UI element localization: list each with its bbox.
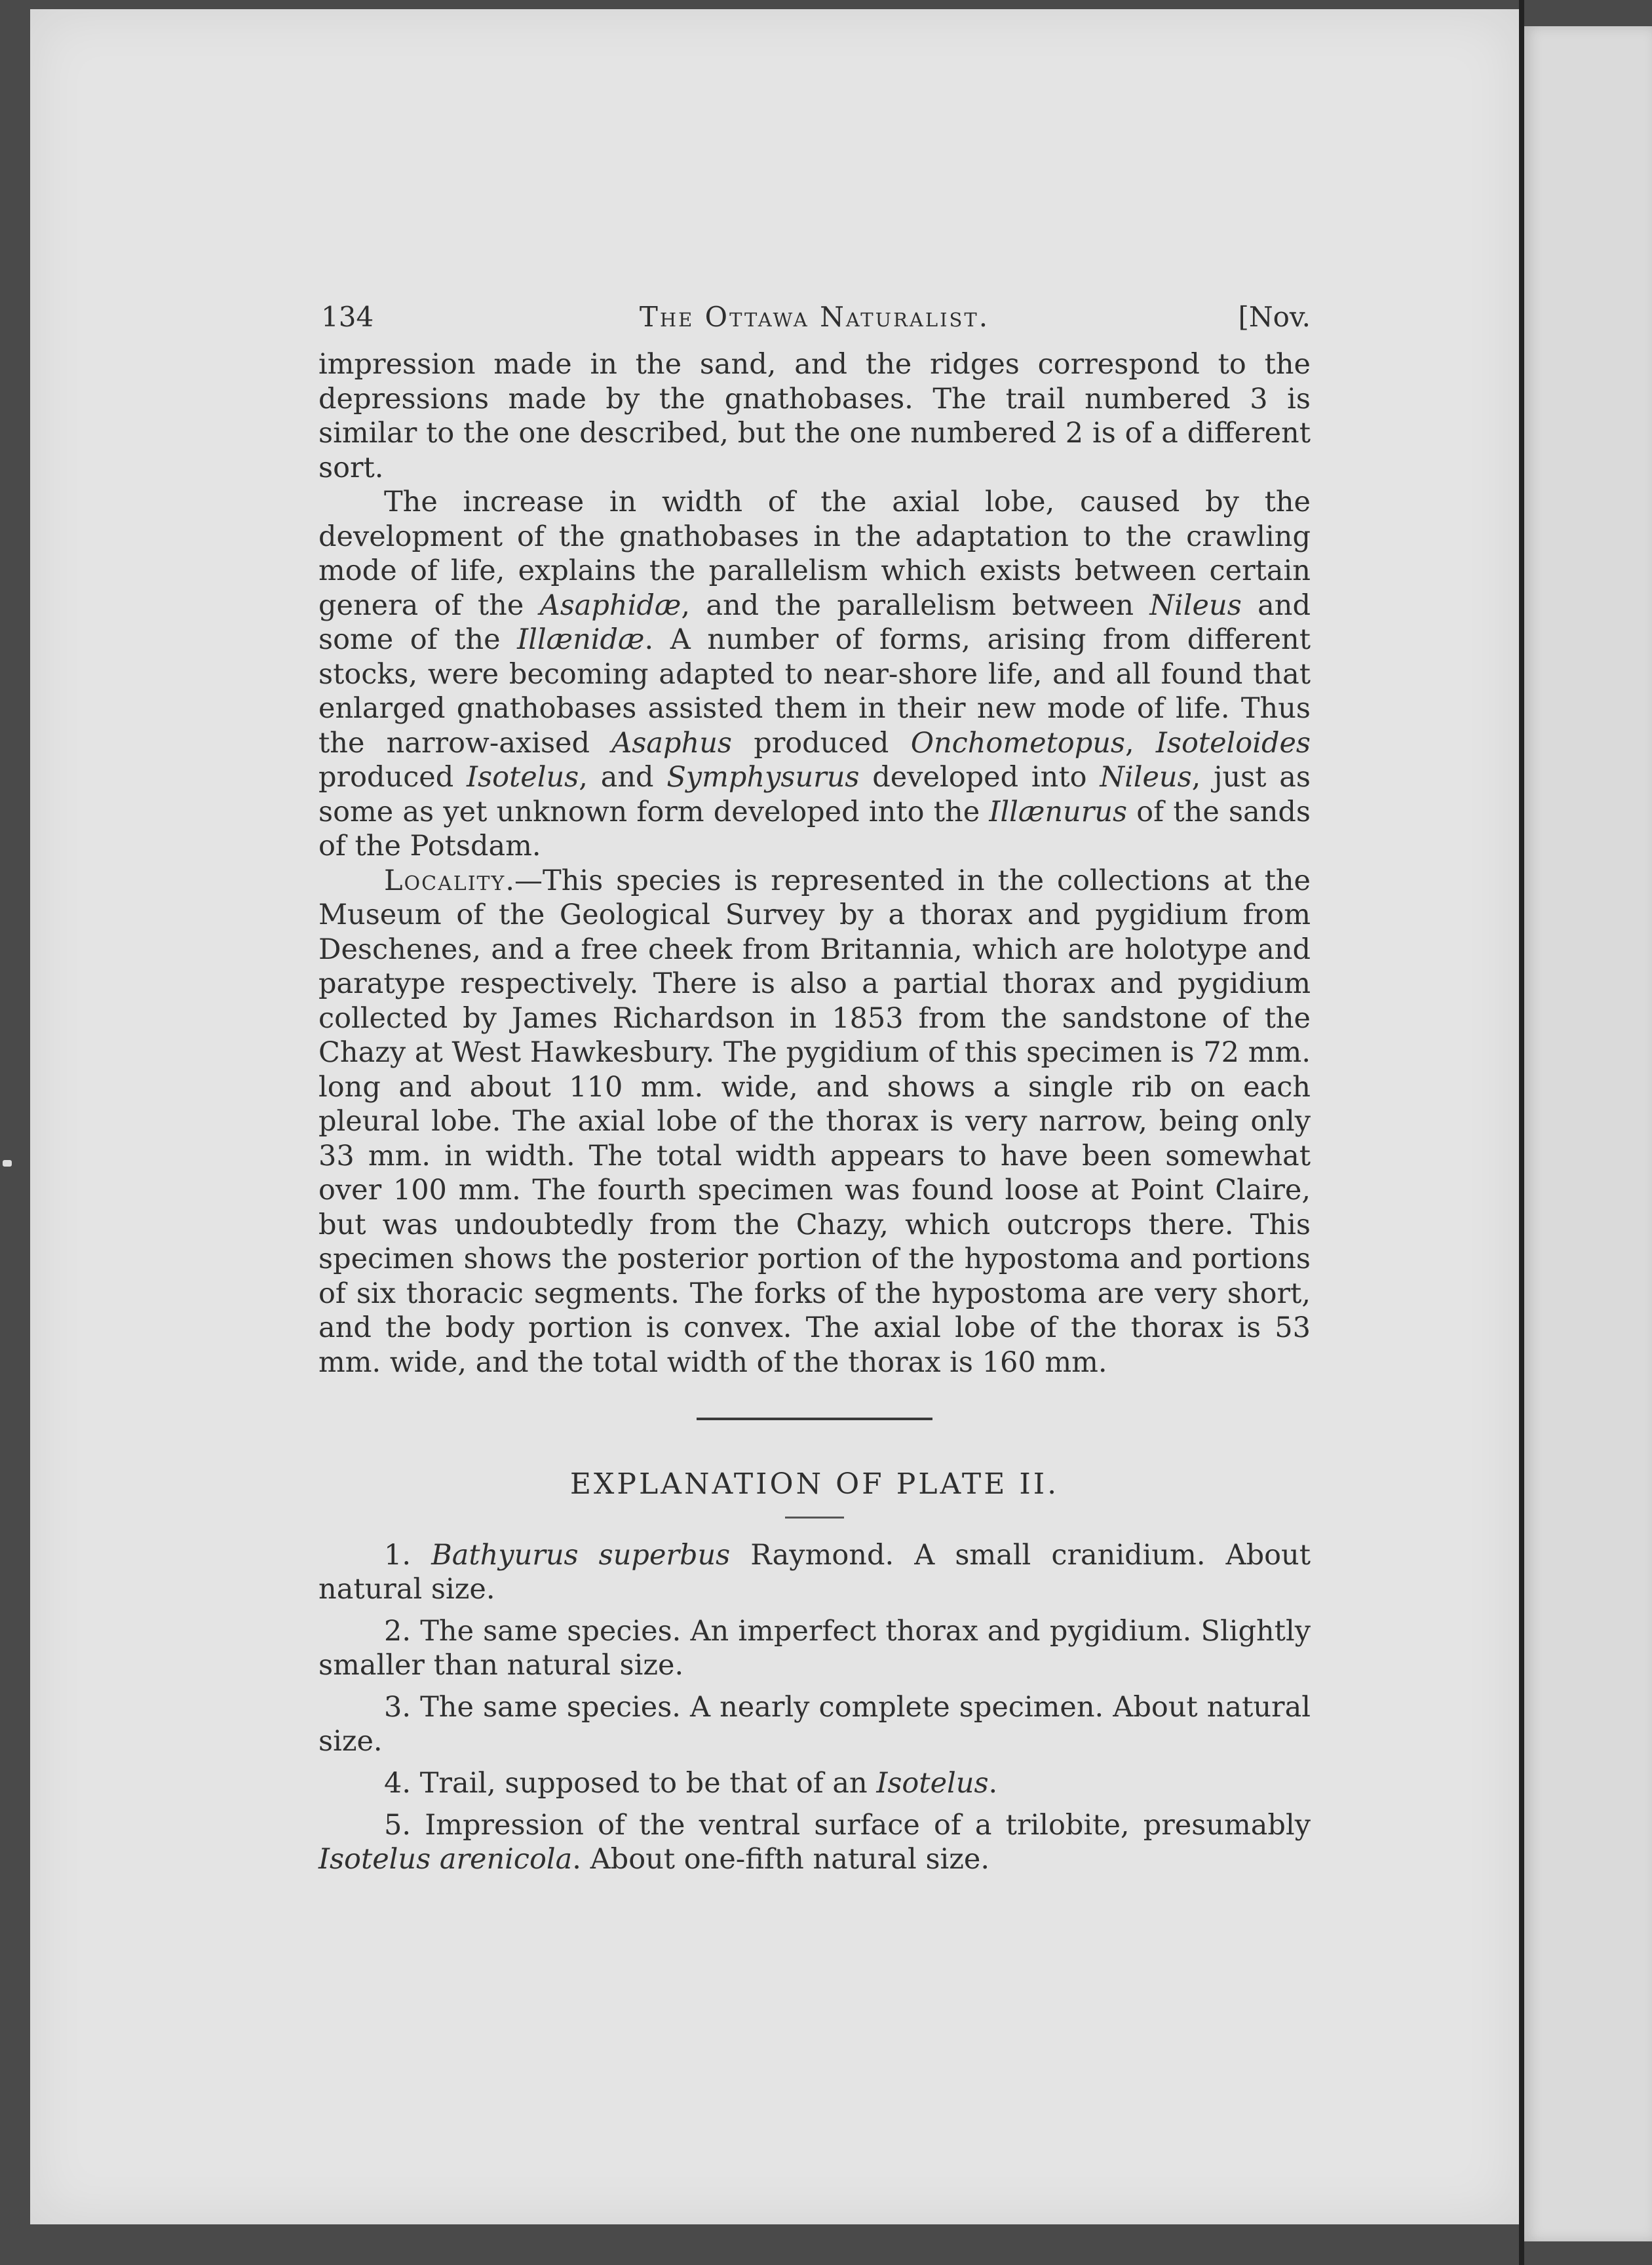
taxon-name: Isotelus arenicola (318, 1843, 573, 1876)
item-text: The same species. A nearly complete specimen. About natural size. (318, 1691, 1311, 1758)
paragraph-continuation: impression made in the sand, and the ridges correspond to the depressions made by the gnathobases. The trail numbered 3 is similar to the one described, but the one numbered 2 is of a different sort. (318, 348, 1311, 484)
item-number: 3. (384, 1691, 421, 1724)
item-number: 1. (384, 1539, 432, 1572)
text-run: , (1124, 726, 1156, 760)
paragraph-axial-lobe (318, 485, 1311, 864)
item-text: The same species. An imperfect thorax and pygidium. Slightly smaller than natural size. (318, 1615, 1311, 1682)
item-text: Raymond. A small cranidium. About natural size. (318, 1539, 1311, 1606)
item-number: 5. (384, 1809, 425, 1842)
page-number: 134 (321, 301, 374, 333)
text-run: , and the parallelism between (681, 589, 1150, 622)
item-number: 2. (384, 1615, 421, 1648)
item-text: . About one-fifth natural size. (572, 1843, 990, 1876)
heading-underline (785, 1517, 844, 1519)
item-text: Trail, supposed to be that of an (419, 1767, 877, 1800)
text-run: , just as some as yet unknown form developed into the (318, 761, 1311, 828)
text-run: produced (731, 726, 911, 760)
taxon-name: Asaphus (611, 726, 732, 760)
scan-artifact (3, 1160, 12, 1167)
running-head (318, 298, 1311, 337)
book-page (30, 9, 1519, 2224)
taxon-name: Illænurus (989, 795, 1128, 828)
item-text: . (988, 1767, 998, 1800)
locality-text: .—This species is represented in the collections at the Museum of the Geological Survey by a thorax and pygidium from Deschenes, and a free cheek from Britannia, which are holotype and paratype respectively. There is also a partial thorax and pygidium collected by James Richardson in 1853 from the sandstone of the Chazy at West Hawkesbury. The pygidium of this specimen is 72 mm. long and about 110 mm. wide, and shows a single rib on each pleural lobe. The axial lobe of the thorax is very narrow, being only 33 mm. in width. The total width appears to have been somewhat over 100 mm. The fourth specimen was found loose at Point Claire, but was undoubtedly from the Chazy, which outcrops there. This specimen shows the posterior portion of the hypostoma and portions of six thoracic segments. The forks of the hypostoma are very short, and the body portion is convex. The axial lobe of the thorax is 53 mm. wide, and the total width of the thorax is 160 mm. (318, 864, 1311, 1379)
taxon-name: Onchometopus (910, 726, 1125, 760)
taxon-name: Symphysurus (666, 761, 860, 794)
locality-label: Locality (384, 864, 506, 897)
plate-item (318, 1614, 1311, 1682)
text-run: The increase in width of the axial lobe, caused by the development of the gnathobases in the adaptation to the crawling mode of life, explains the parallelism which exists between certain genera of the (318, 486, 1311, 622)
section-divider (697, 1418, 932, 1420)
plate-item (318, 1808, 1311, 1876)
plate-explanation-list (318, 1538, 1311, 1876)
taxon-name: Illænidæ (517, 623, 645, 656)
journal-title: The Ottawa Naturalist. (639, 301, 990, 333)
taxon-name: Isotelus (467, 761, 579, 794)
plate-item (318, 1690, 1311, 1758)
book-gutter (1519, 0, 1524, 2265)
item-text: Impression of the ventral surface of a trilobite, presumably (425, 1809, 1311, 1842)
taxon-name: Nileus (1149, 589, 1242, 622)
issue-month: [Nov. (1238, 301, 1311, 333)
taxon-name: Nileus (1100, 761, 1192, 794)
article-body (318, 347, 1311, 1380)
paragraph-locality (318, 864, 1311, 1380)
taxon-name: Bathyurus superbus (431, 1539, 731, 1572)
taxon-name: Asaphidæ (539, 589, 682, 622)
plate-item (318, 1766, 1311, 1800)
text-run: . A number of forms, arising from different stocks, were becoming adapted to near-shore life, and all found that enlarged gnathobases assisted them in their new mode of life. Thus the narrow-axised (318, 623, 1311, 760)
plate-item (318, 1538, 1311, 1606)
plate-heading: EXPLANATION OF PLATE II. (569, 1467, 1060, 1501)
text-run: produced (318, 761, 467, 794)
text-run: of the sands of the Potsdam. (318, 795, 1311, 862)
taxon-name: Isoteloides (1155, 726, 1311, 760)
adjacent-page-edge (1524, 26, 1652, 2241)
text-run: developed into (859, 761, 1100, 794)
taxon-name: Isotelus (876, 1767, 989, 1800)
text-run: , and (579, 761, 667, 794)
page-content (318, 298, 1311, 1884)
text-run: and some of the (318, 589, 1311, 656)
item-number: 4. (384, 1767, 420, 1800)
